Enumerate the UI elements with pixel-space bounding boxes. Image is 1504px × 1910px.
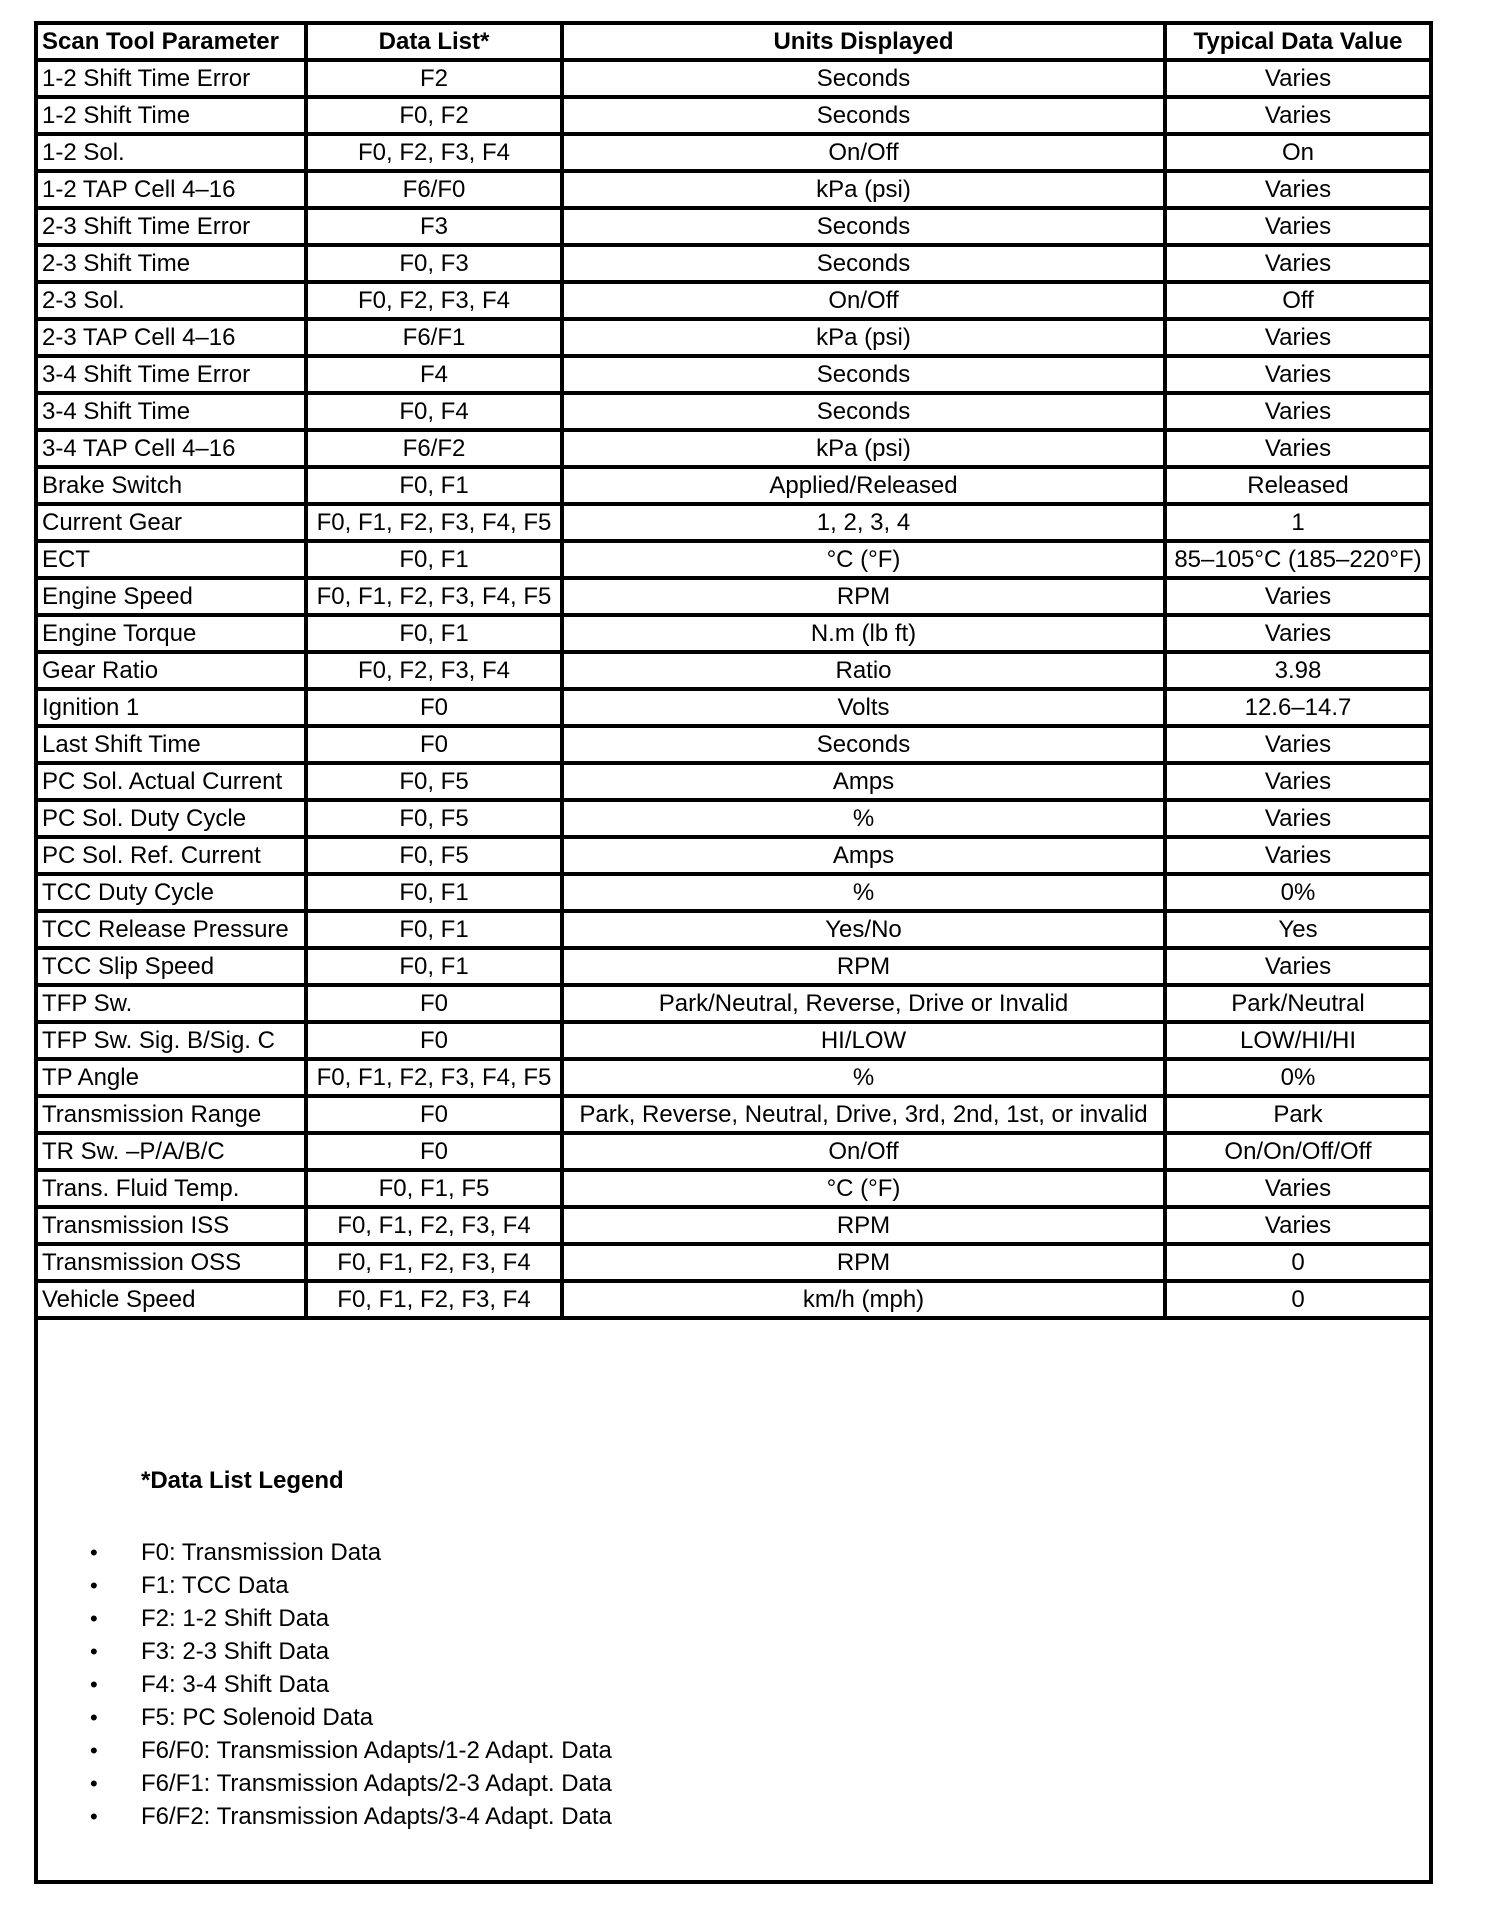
cell-data-list: F0, F1 [306, 615, 562, 652]
legend-list [38, 1536, 612, 1833]
cell-units: Seconds [562, 356, 1165, 393]
cell-typical-value: Varies [1165, 726, 1429, 763]
cell-units: % [562, 1059, 1165, 1096]
cell-typical-value: LOW/HI/HI [1165, 1022, 1429, 1059]
column-header-units: Units Displayed [562, 25, 1165, 60]
cell-typical-value: Varies [1165, 763, 1429, 800]
cell-units: Park/Neutral, Reverse, Drive or Invalid [562, 985, 1165, 1022]
table-row [38, 837, 1429, 874]
cell-parameter: 3-4 TAP Cell 4–16 [38, 430, 306, 467]
cell-units: Seconds [562, 97, 1165, 134]
cell-data-list: F0, F1, F2, F3, F4, F5 [306, 578, 562, 615]
cell-units: Volts [562, 689, 1165, 726]
cell-parameter: 2-3 Sol. [38, 282, 306, 319]
table-row [38, 1170, 1429, 1207]
cell-parameter: Last Shift Time [38, 726, 306, 763]
cell-data-list: F6/F1 [306, 319, 562, 356]
cell-units: Amps [562, 763, 1165, 800]
legend-item-text: F5: PC Solenoid Data [141, 1704, 374, 1731]
table-row [38, 1207, 1429, 1244]
cell-units: km/h (mph) [562, 1281, 1165, 1318]
cell-parameter: 2-3 TAP Cell 4–16 [38, 319, 306, 356]
cell-typical-value: On [1165, 134, 1429, 171]
cell-typical-value: On/On/Off/Off [1165, 1133, 1429, 1170]
table-row [38, 1244, 1429, 1281]
cell-typical-value: 0% [1165, 1059, 1429, 1096]
table-row [38, 467, 1429, 504]
table-row [38, 541, 1429, 578]
cell-typical-value: Varies [1165, 837, 1429, 874]
table-row [38, 430, 1429, 467]
table-row [38, 245, 1429, 282]
cell-typical-value: Varies [1165, 578, 1429, 615]
cell-data-list: F0 [306, 985, 562, 1022]
cell-typical-value: Park/Neutral [1165, 985, 1429, 1022]
cell-data-list: F0, F1, F2, F3, F4, F5 [306, 1059, 562, 1096]
legend-item [38, 1734, 612, 1767]
cell-units: Applied/Released [562, 467, 1165, 504]
cell-units: N.m (lb ft) [562, 615, 1165, 652]
cell-data-list: F0 [306, 1096, 562, 1133]
cell-parameter: 2-3 Shift Time [38, 245, 306, 282]
cell-units: RPM [562, 578, 1165, 615]
bullet-icon: • [90, 1672, 98, 1697]
cell-units: °C (°F) [562, 1170, 1165, 1207]
table-row [38, 208, 1429, 245]
cell-parameter: Ignition 1 [38, 689, 306, 726]
legend-item [38, 1635, 612, 1668]
cell-parameter: 1-2 Sol. [38, 134, 306, 171]
table-row [38, 763, 1429, 800]
cell-typical-value: Varies [1165, 430, 1429, 467]
bullet-icon: • [90, 1573, 98, 1598]
cell-typical-value: Varies [1165, 60, 1429, 97]
cell-units: °C (°F) [562, 541, 1165, 578]
cell-units: Amps [562, 837, 1165, 874]
bullet-icon: • [90, 1771, 98, 1796]
table-row [38, 97, 1429, 134]
cell-units: Park, Reverse, Neutral, Drive, 3rd, 2nd, 1st, or invalid [562, 1096, 1165, 1133]
cell-parameter: Brake Switch [38, 467, 306, 504]
cell-data-list: F0, F1 [306, 911, 562, 948]
cell-typical-value: 85–105°C (185–220°F) [1165, 541, 1429, 578]
cell-units: Ratio [562, 652, 1165, 689]
table-row [38, 1096, 1429, 1133]
bullet-icon: • [90, 1540, 98, 1565]
cell-data-list: F0, F2, F3, F4 [306, 652, 562, 689]
cell-typical-value: 1 [1165, 504, 1429, 541]
legend-item [38, 1536, 612, 1569]
cell-parameter: PC Sol. Ref. Current [38, 837, 306, 874]
cell-typical-value: Varies [1165, 356, 1429, 393]
table-row [38, 874, 1429, 911]
cell-parameter: 2-3 Shift Time Error [38, 208, 306, 245]
table-row [38, 652, 1429, 689]
cell-data-list: F4 [306, 356, 562, 393]
cell-parameter: PC Sol. Duty Cycle [38, 800, 306, 837]
table-row [38, 1059, 1429, 1096]
cell-units: Seconds [562, 726, 1165, 763]
cell-typical-value: Varies [1165, 800, 1429, 837]
cell-units: kPa (psi) [562, 430, 1165, 467]
cell-typical-value: Varies [1165, 1170, 1429, 1207]
legend-item-text: F1: TCC Data [141, 1572, 289, 1599]
bullet-icon: • [90, 1606, 98, 1631]
legend-item-text: F3: 2-3 Shift Data [141, 1638, 330, 1665]
bullet-icon: • [90, 1639, 98, 1664]
cell-parameter: Trans. Fluid Temp. [38, 1170, 306, 1207]
cell-parameter: TCC Duty Cycle [38, 874, 306, 911]
cell-typical-value: 3.98 [1165, 652, 1429, 689]
cell-typical-value: Yes [1165, 911, 1429, 948]
table-row [38, 578, 1429, 615]
bullet-icon: • [90, 1705, 98, 1730]
cell-parameter: TFP Sw. Sig. B/Sig. C [38, 1022, 306, 1059]
cell-typical-value: Varies [1165, 1207, 1429, 1244]
cell-typical-value: Park [1165, 1096, 1429, 1133]
cell-data-list: F2 [306, 60, 562, 97]
column-header-data-list: Data List* [306, 25, 562, 60]
cell-data-list: F0, F1 [306, 467, 562, 504]
table-row [38, 948, 1429, 985]
cell-units: % [562, 800, 1165, 837]
cell-data-list: F0, F2, F3, F4 [306, 282, 562, 319]
table-row [38, 282, 1429, 319]
cell-units: HI/LOW [562, 1022, 1165, 1059]
cell-parameter: Engine Speed [38, 578, 306, 615]
cell-units: kPa (psi) [562, 171, 1165, 208]
legend-item [38, 1668, 612, 1701]
cell-parameter: Engine Torque [38, 615, 306, 652]
cell-parameter: TR Sw. –P/A/B/C [38, 1133, 306, 1170]
legend-item [38, 1767, 612, 1800]
table-row [38, 393, 1429, 430]
cell-data-list: F3 [306, 208, 562, 245]
table-row [38, 615, 1429, 652]
cell-typical-value: 12.6–14.7 [1165, 689, 1429, 726]
cell-parameter: Gear Ratio [38, 652, 306, 689]
table-row [38, 504, 1429, 541]
cell-parameter: TCC Release Pressure [38, 911, 306, 948]
legend-item-text: F4: 3-4 Shift Data [141, 1671, 330, 1698]
legend-item-text: F6/F1: Transmission Adapts/2-3 Adapt. Data [141, 1770, 612, 1797]
bullet-icon: • [90, 1804, 98, 1829]
table-row [38, 171, 1429, 208]
cell-parameter: ECT [38, 541, 306, 578]
cell-units: Seconds [562, 208, 1165, 245]
cell-units: RPM [562, 1244, 1165, 1281]
cell-units: RPM [562, 948, 1165, 985]
cell-data-list: F0, F1 [306, 874, 562, 911]
legend-item-text: F6/F2: Transmission Adapts/3-4 Adapt. Data [141, 1803, 612, 1830]
cell-typical-value: 0 [1165, 1281, 1429, 1318]
cell-typical-value: Released [1165, 467, 1429, 504]
cell-units: kPa (psi) [562, 319, 1165, 356]
cell-units: 1, 2, 3, 4 [562, 504, 1165, 541]
table-row [38, 985, 1429, 1022]
cell-data-list: F0 [306, 1022, 562, 1059]
cell-typical-value: Off [1165, 282, 1429, 319]
cell-typical-value: 0 [1165, 1244, 1429, 1281]
cell-data-list: F0, F4 [306, 393, 562, 430]
table-row [38, 1281, 1429, 1318]
cell-typical-value: Varies [1165, 97, 1429, 134]
legend-item [38, 1701, 612, 1734]
cell-data-list: F6/F2 [306, 430, 562, 467]
table-row [38, 800, 1429, 837]
table-row [38, 134, 1429, 171]
cell-data-list: F0, F1, F2, F3, F4 [306, 1244, 562, 1281]
cell-units: Yes/No [562, 911, 1165, 948]
cell-typical-value: Varies [1165, 393, 1429, 430]
cell-typical-value: Varies [1165, 245, 1429, 282]
table-row [38, 726, 1429, 763]
cell-data-list: F0, F1, F5 [306, 1170, 562, 1207]
cell-units: RPM [562, 1207, 1165, 1244]
cell-data-list: F0, F5 [306, 837, 562, 874]
cell-parameter: 1-2 TAP Cell 4–16 [38, 171, 306, 208]
cell-parameter: 1-2 Shift Time [38, 97, 306, 134]
table-row [38, 1022, 1429, 1059]
table-row [38, 911, 1429, 948]
cell-units: On/Off [562, 1133, 1165, 1170]
legend-item-text: F2: 1-2 Shift Data [141, 1605, 330, 1632]
cell-data-list: F0 [306, 726, 562, 763]
table-row [38, 1133, 1429, 1170]
column-header-parameter: Scan Tool Parameter [38, 25, 306, 60]
table-row [38, 319, 1429, 356]
cell-data-list: F0 [306, 1133, 562, 1170]
cell-typical-value: Varies [1165, 319, 1429, 356]
cell-data-list: F0, F1, F2, F3, F4 [306, 1281, 562, 1318]
cell-data-list: F0, F1, F2, F3, F4, F5 [306, 504, 562, 541]
bullet-icon: • [90, 1738, 98, 1763]
cell-data-list: F0 [306, 689, 562, 726]
legend-item-text: F0: Transmission Data [141, 1539, 382, 1566]
legend-item [38, 1800, 612, 1833]
cell-data-list: F0, F1, F2, F3, F4 [306, 1207, 562, 1244]
document-sheet [34, 21, 1433, 1884]
table-row [38, 60, 1429, 97]
table-header-row [38, 25, 1429, 60]
table-body [38, 60, 1429, 1318]
cell-data-list: F0, F2 [306, 97, 562, 134]
cell-data-list: F0, F1 [306, 948, 562, 985]
cell-parameter: Transmission Range [38, 1096, 306, 1133]
cell-units: Seconds [562, 245, 1165, 282]
cell-parameter: TFP Sw. [38, 985, 306, 1022]
cell-typical-value: Varies [1165, 615, 1429, 652]
table-row [38, 689, 1429, 726]
cell-parameter: Current Gear [38, 504, 306, 541]
cell-typical-value: Varies [1165, 171, 1429, 208]
cell-typical-value: Varies [1165, 948, 1429, 985]
cell-parameter: Transmission OSS [38, 1244, 306, 1281]
cell-parameter: 3-4 Shift Time Error [38, 356, 306, 393]
cell-data-list: F0, F1 [306, 541, 562, 578]
cell-data-list: F0, F5 [306, 800, 562, 837]
cell-parameter: Transmission ISS [38, 1207, 306, 1244]
cell-data-list: F6/F0 [306, 171, 562, 208]
cell-parameter: TP Angle [38, 1059, 306, 1096]
legend-item-text: F6/F0: Transmission Adapts/1-2 Adapt. Data [141, 1737, 612, 1764]
cell-units: Seconds [562, 60, 1165, 97]
cell-parameter: 3-4 Shift Time [38, 393, 306, 430]
cell-units: % [562, 874, 1165, 911]
column-header-typical-value: Typical Data Value [1165, 25, 1429, 60]
cell-data-list: F0, F5 [306, 763, 562, 800]
cell-data-list: F0, F2, F3, F4 [306, 134, 562, 171]
cell-parameter: Vehicle Speed [38, 1281, 306, 1318]
cell-typical-value: 0% [1165, 874, 1429, 911]
cell-units: Seconds [562, 393, 1165, 430]
cell-parameter: PC Sol. Actual Current [38, 763, 306, 800]
cell-units: On/Off [562, 282, 1165, 319]
legend-item [38, 1569, 612, 1602]
cell-units: On/Off [562, 134, 1165, 171]
table-row [38, 356, 1429, 393]
scan-tool-parameter-table [38, 25, 1429, 1320]
legend-item [38, 1602, 612, 1635]
cell-typical-value: Varies [1165, 208, 1429, 245]
legend-title: *Data List Legend [141, 1467, 344, 1494]
cell-parameter: 1-2 Shift Time Error [38, 60, 306, 97]
cell-data-list: F0, F3 [306, 245, 562, 282]
cell-parameter: TCC Slip Speed [38, 948, 306, 985]
